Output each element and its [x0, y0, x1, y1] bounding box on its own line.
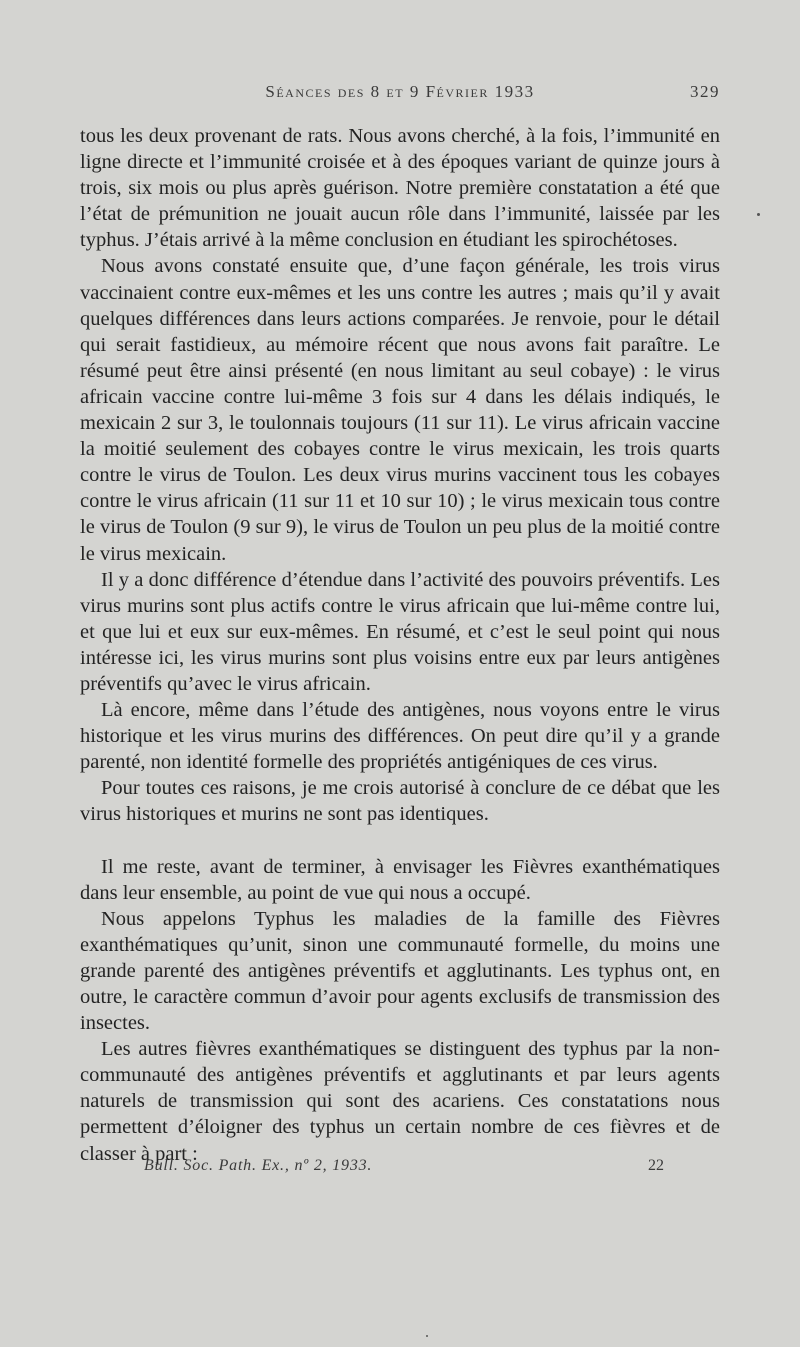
signature-mark: 22 — [648, 1157, 664, 1174]
paragraph: Les autres fièvres exanthématiques se distinguent des typhus par la non-communauté des antigènes préventifs et agglutinants et par leurs agents naturels de transmission qui sont des acariens. Ces constatations nous permettent d’éloigner des typhus un certain nombre de ces fièvres et de classer à part : — [80, 1038, 720, 1165]
journal-citation: Bull. Soc. Path. Ex., nº 2, 1933. — [144, 1157, 373, 1174]
paragraph: tous les deux provenant de rats. Nous avons cherché, à la fois, l’immunité en ligne directe et l’immunité croisée et à des époques variant de quinze jours à trois, six mois ou plus après guérison. Notre première constatation a été que l’état de prémunition ne jouait aucun rôle dans l’immunité, laissée par les typhus. J’étais arrivé à la même conclusion en étudiant les spirochétoses. — [80, 125, 720, 252]
paragraph: Nous appelons Typhus les maladies de la famille des Fièvres exanthématiques qu’unit, sinon une communauté formelle, du moins une grande parenté des antigènes préventifs et agglutinants. Les typhus ont, en outre, le caractère commun d’avoir pour agents exclusifs de transmission des insectes. — [80, 907, 720, 1035]
running-title: Séances des 8 et 9 Février 1933 — [265, 82, 535, 101]
paragraph: Il y a donc différence d’étendue dans l’activité des pouvoirs préventifs. Les virus murins sont plus actifs contre le virus africain que lui-même contre lui, et que lui et eux sur eux-mêmes. En résumé, et c’est le seul point qui nous intéresse ici, les virus murins sont plus voisins entre eux par leurs antigènes préventifs qu’avec le virus africain. — [80, 568, 720, 695]
page-footer — [144, 1157, 664, 1181]
page-number: 329 — [690, 82, 720, 101]
print-speck — [426, 1335, 428, 1337]
body-text — [80, 123, 720, 1167]
paragraph: Nous avons constaté ensuite que, d’une façon générale, les trois virus vaccinaient contre eux-mêmes et les uns contre les autres ; mais qu’il y avait quelques différences dans leurs actions comparées. Je renvoie, pour le détail qui serait fastidieux, au mémoire récent que nous avons fait paraître. Le résumé peut être ainsi présenté (en nous limitant au seul cobaye) : le virus africain vaccine contre lui-même 3 fois sur 4 dans les délais indiqués, le mexicain 2 sur 3, le toulonnais toujours (11 sur 11). Le virus africain vaccine la moitié seulement des cobayes contre le virus mexicain, les trois quarts contre le virus de Toulon. Les deux virus murins vaccinent tous les cobayes contre le virus africain (11 sur 11 et 10 sur 10) ; le virus mexicain tous contre le virus de Toulon (9 sur 9), le virus de Toulon un peu plus de la moitié contre le virus mexicain. — [80, 255, 720, 565]
paragraph: Pour toutes ces raisons, je me crois autorisé à conclure de ce débat que les virus historiques et murins ne sont pas identiques. — [80, 777, 720, 826]
section-break — [80, 828, 720, 854]
print-speck — [757, 213, 760, 216]
paragraph: Il me reste, avant de terminer, à envisager les Fièvres exanthématiques dans leur ensemble, au point de vue qui nous a occupé. — [80, 855, 720, 904]
page-header — [80, 82, 720, 112]
paragraph: Là encore, même dans l’étude des antigènes, nous voyons entre le virus historique et les virus murins des différences. On peut dire qu’il y a grande parenté, non identité formelle des propriétés antigéniques de ces virus. — [80, 699, 720, 774]
